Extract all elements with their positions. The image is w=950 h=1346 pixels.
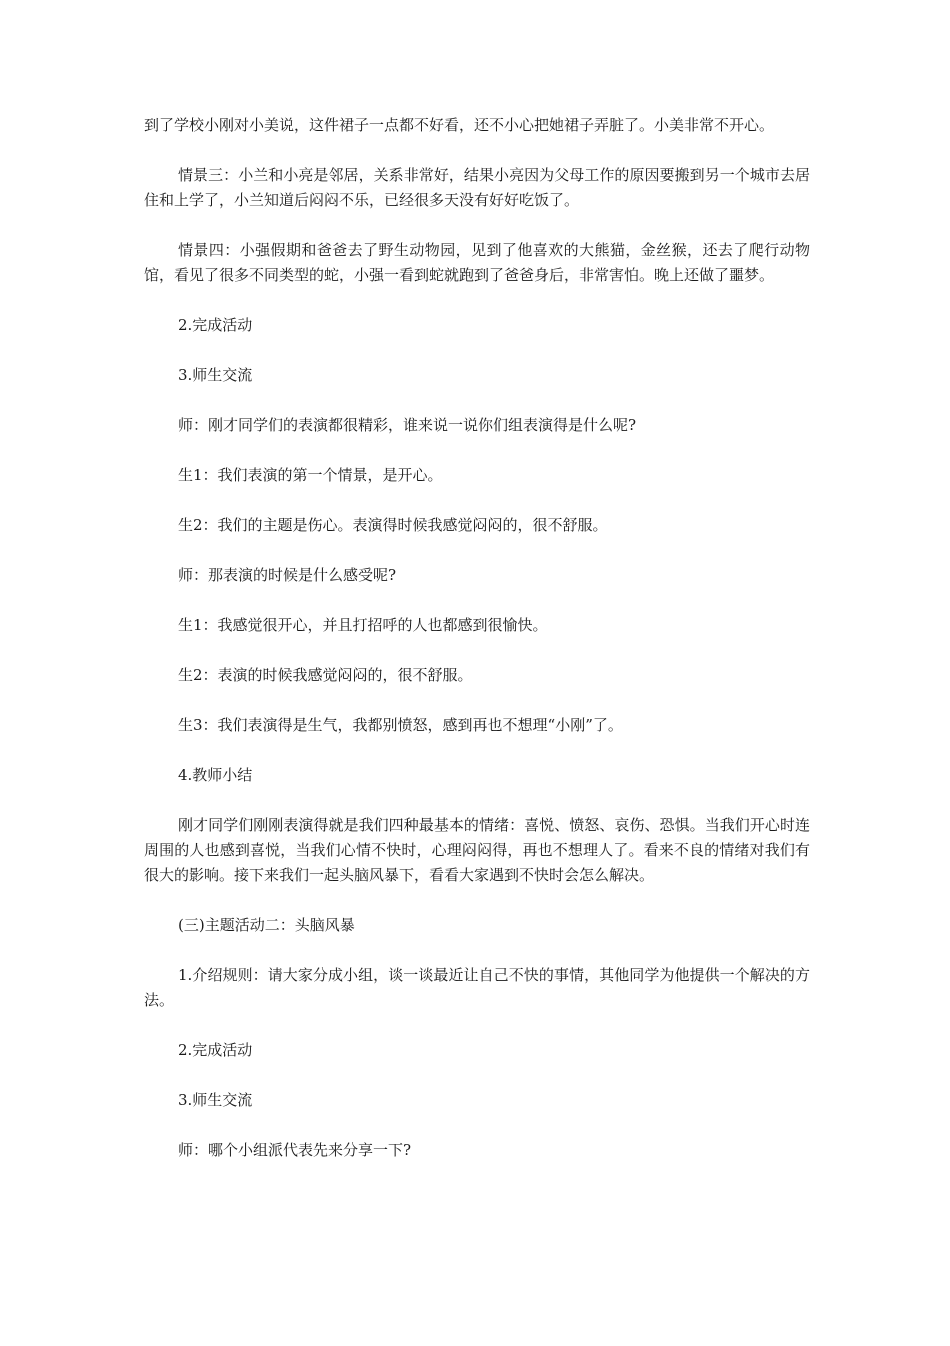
paragraph: 生2：表演的时候我感觉闷闷的，很不舒服。 [178,666,473,684]
paragraph: 情景三：小兰和小亮是邻居，关系非常好，结果小亮因为父母工作的原因要搬到另一个城市去居住和上学了，小兰知道后闷闷不乐，已经很多天没有好好吃饭了。 [144,166,810,209]
paragraph: 师：那表演的时候是什么感受呢? [178,566,397,584]
paragraph: 生3：我们表演得是生气，我都别愤怒，感到再也不想理“小刚”了。 [178,716,623,734]
paragraph: 生1：我们表演的第一个情景，是开心。 [178,466,443,484]
paragraph: 师：刚才同学们的表演都很精彩，谁来说一说你们组表演得是什么呢? [178,416,637,434]
paragraph: 生2：我们的主题是伤心。表演得时候我感觉闷闷的，很不舒服。 [178,516,608,534]
paragraph: 刚才同学们刚刚表演得就是我们四种最基本的情绪：喜悦、愤怒、哀伤、恐惧。当我们开心时连周围的人也感到喜悦，当我们心情不快时，心理闷闷得，再也不想理人了。看来不良的情绪对我们有很大的影响。接下来我们一起头脑风暴下，看看大家遇到不快时会怎么解决。 [144,816,810,884]
paragraph: 生1：我感觉很开心，并且打招呼的人也都感到很愉快。 [178,616,548,634]
paragraph: 3.师生交流 [178,366,253,384]
paragraph: 2.完成活动 [178,316,253,334]
paragraph: 情景四：小强假期和爸爸去了野生动物园，见到了他喜欢的大熊猫，金丝猴，还去了爬行动物馆，看见了很多不同类型的蛇，小强一看到蛇就跑到了爸爸身后，非常害怕。晚上还做了噩梦。 [144,241,810,284]
document-body [144,113,810,1188]
paragraph: 2.完成活动 [178,1041,253,1059]
paragraph: 3.师生交流 [178,1091,253,1109]
paragraph: 师：哪个小组派代表先来分享一下? [178,1141,412,1159]
paragraph: 1.介绍规则：请大家分成小组，谈一谈最近让自己不快的事情，其他同学为他提供一个解决的方法。 [144,966,810,1009]
paragraph: 4.教师小结 [178,766,253,784]
paragraph: 到了学校小刚对小美说，这件裙子一点都不好看，还不小心把她裙子弄脏了。小美非常不开心。 [144,116,775,134]
section-heading: (三)主题活动二：头脑风暴 [178,916,355,934]
